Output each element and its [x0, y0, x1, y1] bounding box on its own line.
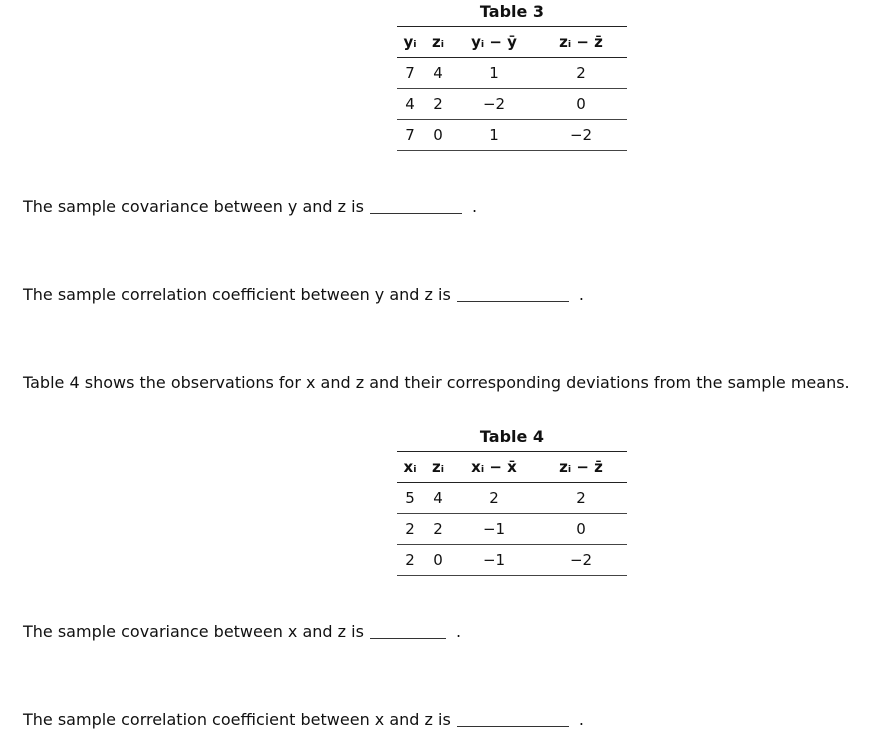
table-4-intro: Table 4 shows the observations for x and z and their corresponding deviations from the sample means.: [23, 373, 850, 392]
question-text: The sample correlation coefficient between x and z is: [23, 710, 451, 729]
table-3-header-y-deviation: yᵢ − ȳ: [453, 27, 535, 58]
question-covariance-x-z: [23, 622, 461, 641]
period: .: [578, 710, 584, 729]
table-4: [397, 425, 627, 576]
table-row: [397, 89, 627, 120]
table-cell: 5: [397, 483, 423, 514]
table-cell: −2: [453, 89, 535, 120]
table-cell: 7: [397, 120, 423, 151]
table-cell: 4: [397, 89, 423, 120]
table-cell: 2: [423, 89, 453, 120]
answer-blank-covariance-y-z[interactable]: [370, 212, 462, 214]
table-4-header-z-deviation: zᵢ − z̄: [535, 452, 627, 483]
period: .: [471, 197, 478, 216]
table-4-grid: [397, 451, 627, 576]
table-cell: 0: [535, 89, 627, 120]
period: .: [455, 622, 462, 641]
question-correlation-y-z: [23, 285, 584, 304]
question-covariance-y-z: [23, 197, 477, 216]
table-row: [397, 514, 627, 545]
table-row: [397, 58, 627, 89]
table-cell: −2: [535, 120, 627, 151]
table-cell: 1: [453, 58, 535, 89]
table-3-header-row: [397, 27, 627, 58]
table-4-caption: Table 4: [479, 427, 545, 446]
table-cell: 2: [423, 514, 453, 545]
table-row: [397, 120, 627, 151]
answer-blank-correlation-x-z[interactable]: [457, 725, 569, 727]
table-4-header-x-deviation: xᵢ − x̄: [453, 452, 535, 483]
table-row: [397, 483, 627, 514]
table-4-header-x: xᵢ: [397, 452, 423, 483]
table-3-header-z: zᵢ: [423, 27, 453, 58]
table-cell: 0: [423, 120, 453, 151]
table-cell: 0: [535, 514, 627, 545]
question-text: The sample covariance between y and z is: [23, 197, 364, 216]
table-cell: −2: [535, 545, 627, 576]
table-4-header-z: zᵢ: [423, 452, 453, 483]
table-cell: −1: [453, 545, 535, 576]
table-cell: 4: [423, 483, 453, 514]
table-cell: 2: [397, 514, 423, 545]
table-cell: −1: [453, 514, 535, 545]
period: .: [578, 285, 584, 304]
table-cell: 2: [453, 483, 535, 514]
table-3: [397, 0, 627, 151]
answer-blank-correlation-y-z[interactable]: [457, 300, 569, 302]
question-text: The sample correlation coefficient between y and z is: [23, 285, 451, 304]
question-text: The sample covariance between x and z is: [23, 622, 364, 641]
table-3-grid: [397, 26, 627, 151]
table-cell: 1: [453, 120, 535, 151]
table-cell: 7: [397, 58, 423, 89]
table-3-caption: Table 3: [479, 2, 545, 21]
answer-blank-covariance-x-z[interactable]: [370, 637, 446, 639]
table-cell: 2: [535, 483, 627, 514]
question-correlation-x-z: [23, 710, 584, 729]
table-3-header-y: yᵢ: [397, 27, 423, 58]
table-cell: 0: [423, 545, 453, 576]
table-cell: 2: [397, 545, 423, 576]
table-3-header-z-deviation: zᵢ − z̄: [535, 27, 627, 58]
table-row: [397, 545, 627, 576]
table-cell: 2: [535, 58, 627, 89]
table-4-header-row: [397, 452, 627, 483]
table-cell: 4: [423, 58, 453, 89]
